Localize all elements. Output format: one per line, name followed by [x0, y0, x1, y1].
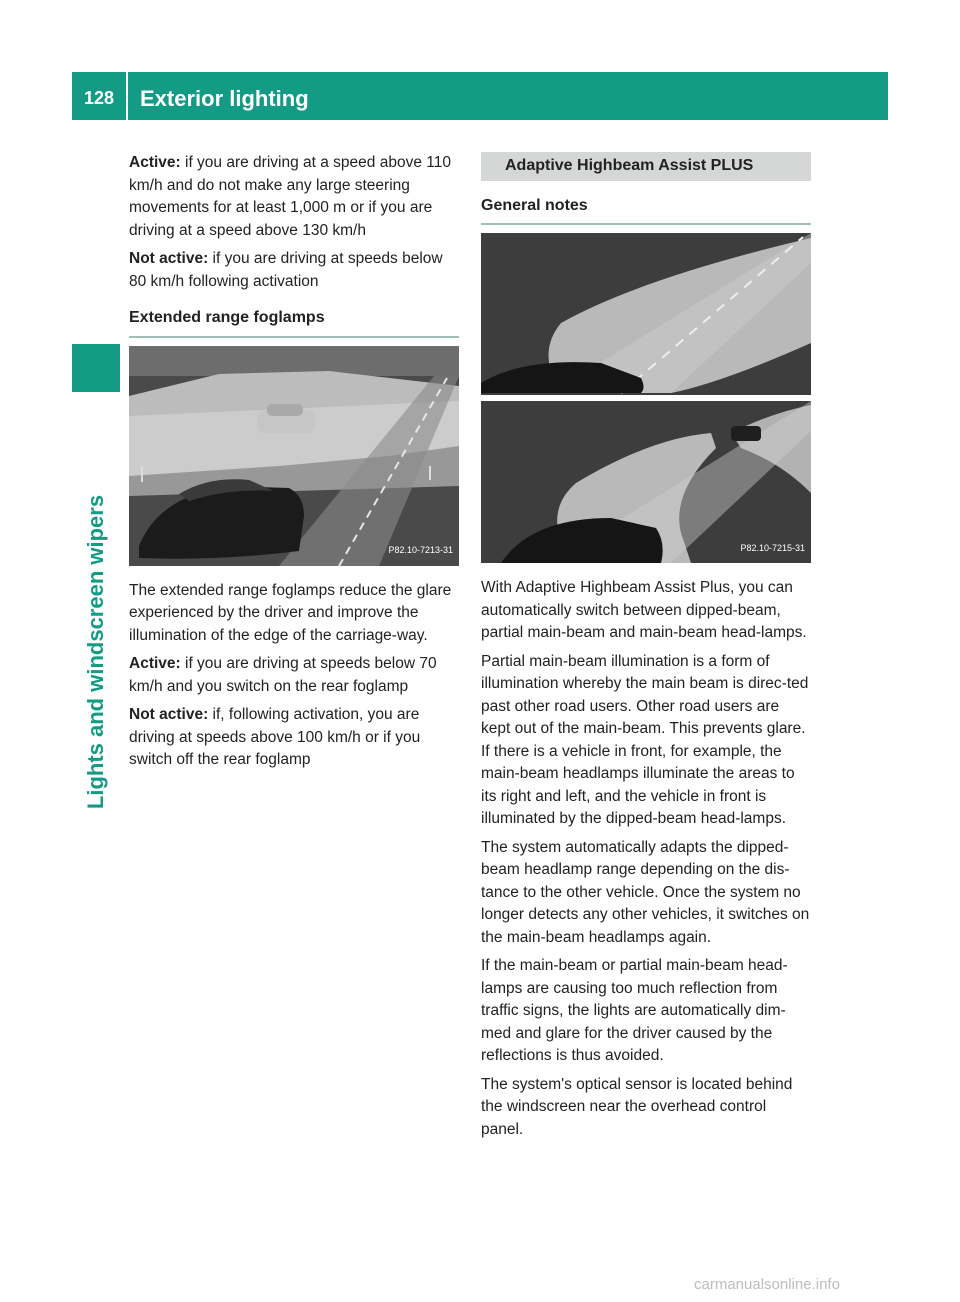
paragraph-general-notes-3: The system automatically adapts the dipped-beam headlamp range depending on the dis-tance to the other vehicle. Once the system no longer detects any other vehicles, it switches on the main-beam headlamps again.: [481, 838, 810, 946]
section-title: Exterior lighting: [140, 86, 309, 111]
side-tab-marker: [72, 344, 120, 392]
foglamp-illustration: [129, 346, 459, 566]
side-tab-label: Lights and windscreen wipers: [83, 494, 108, 810]
figure-code-foglamps: P82.10-7213-31: [388, 545, 453, 555]
label-active: Active:: [129, 154, 181, 171]
label-foglamps-not-active: Not active:: [129, 706, 209, 723]
paragraph-foglamps-not-active: [129, 704, 459, 772]
label-not-active: Not active:: [129, 250, 209, 267]
label-foglamps-active: Active:: [129, 655, 181, 672]
footer-watermark[interactable]: carmanualsonline.info: [694, 1276, 840, 1293]
figure-code-highbeam: P82.10-7215-31: [740, 542, 805, 553]
text-active: if you are driving at a speed above 110 km/h and do not make any large steering movements for at least 1,000 m or if you are driving at a speed above 130 km/h: [129, 154, 451, 239]
heading-general-notes: General notes: [481, 195, 811, 226]
paragraph-foglamps-active: [129, 653, 459, 698]
text-foglamps-not-active: if, following activation, you are driving at speeds above 100 km/h or if you switch off the rear foglamp: [129, 706, 421, 768]
paragraph-general-notes-1: With Adaptive Highbeam Assist Plus, you can automatically switch between dipped-beam, partial main-beam and main-beam head-lamps.: [481, 579, 807, 641]
paragraph-general-notes-2: Partial main-beam illumination is a form of illumination whereby the main beam is direc-ted past other road users. Other road users are kept out of the main-beam. This prevents glare. If there is a vehicle in front, for example, the main-beam headlamps illuminate the areas to its right and left, and the vehicle in front is illuminated by the dipped-beam head-lamps.: [481, 652, 809, 827]
text-foglamps-active: if you are driving at speeds below 70 km/h and you switch on the rear foglamp: [129, 655, 437, 695]
highbeam-illustration: [481, 233, 811, 563]
foglamp-scene: [129, 346, 459, 566]
highbeam-scenes: [481, 233, 811, 563]
left-column: [129, 152, 459, 778]
text-not-active: if you are driving at speeds below 80 km/h following activation: [129, 250, 443, 290]
heading-extended-range-foglamps: Extended range foglamps: [129, 307, 459, 338]
paragraph-active-highbeam: [129, 152, 459, 242]
paragraph-foglamps-description: The extended range foglamps reduce the glare experienced by the driver and improve the illumination of the edge of the carriage-way.: [129, 581, 452, 644]
paragraph-not-active-highbeam: [129, 248, 459, 293]
paragraph-general-notes-5: The system's optical sensor is located behind the windscreen near the overhead control panel.: [481, 1075, 793, 1138]
right-column: [481, 152, 811, 1147]
page-number: 128: [83, 88, 115, 108]
paragraph-general-notes-4: If the main-beam or partial main-beam head-lamps are causing too much reflection from traffic signs, the lights are automatically dim-med and glare for the driver caused by the reflections is thus avoided.: [481, 957, 788, 1064]
header-divider: [126, 72, 128, 120]
heading-adaptive-highbeam-assist-plus: Adaptive Highbeam Assist PLUS: [481, 152, 811, 181]
